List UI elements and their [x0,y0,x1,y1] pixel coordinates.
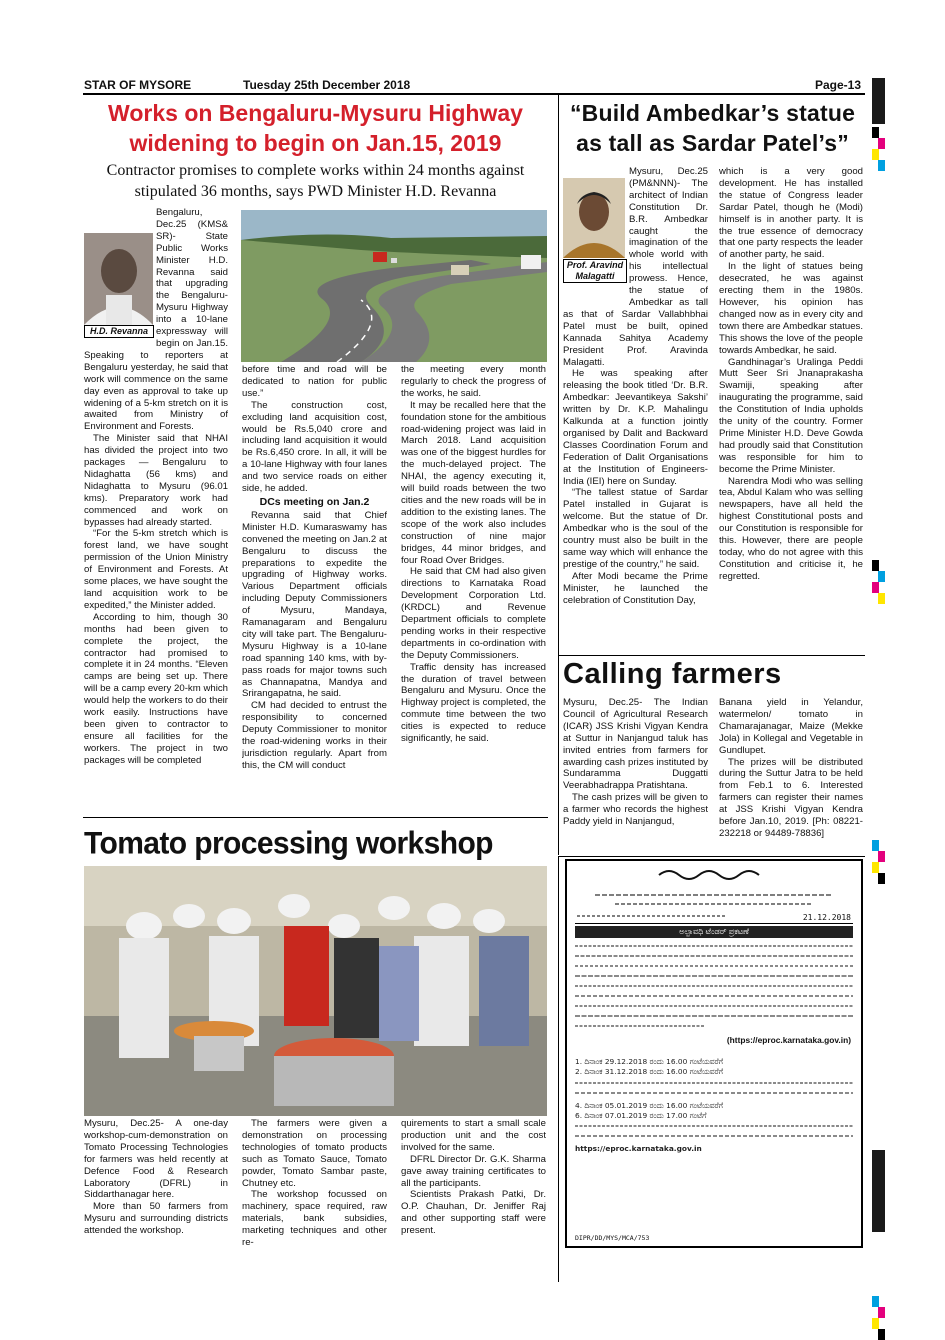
color-swatch [878,1307,885,1318]
revanna-caption: H.D. Revanna [84,325,154,338]
ad-end-scribble [575,1121,853,1141]
section-rule [83,817,548,818]
ad-deadlines [567,1057,861,1154]
ambedkar-para-3: “The tallest statue of Sardar Patel installed in Gujarat is welcome. But the statue of Dr. Ambedkar who is the soul of the country must also be built in the same way which will enhance the prestige of the country,” he said. [563,487,708,570]
color-swatch [878,160,885,171]
ambedkar-column-1 [563,166,708,656]
ambedkar-c2-para-3: Gandhinagar’s Uralinga Peddi Mutt Seer Sri Jnanaprakasha Swamiji, speaking after inaugurating the programme, said the Constitution of India upholds the unity of the country. Former Prime Minister H.D. Deve Gowda had proudly said that Constitution was responsible for him to become the Prime Minister. [719,356,863,475]
color-swatch [872,862,879,873]
ambedkar-para-1: Mysuru, Dec.25 (PM&NNN)- The architect of Indian Constitution Dr. B.R. Ambedkar caught the imagination of the whole world with his intellectual prowess. Hence, the statue of Ambedkar as tall as that of Sardar Vallabhbhai Patel must be built, opined Kannada Sahitya Academy President Prof. Aravinda Malagatti. [563,166,708,368]
caption-line1: Prof. Aravind [566,260,624,270]
ambedkar-c2-para-2: In the light of statues being desecrated, he was against erecting them in the 1980s. However, his opinion has changed now as in every city and town there are Ambedkar statues. This shows the love of the people towards Ambedkar, he said. [719,261,863,356]
ambedkar-para-4: After Modi became the Prime Minister, he launched the celebration of Constitution Day, [563,570,708,606]
farmers-column-1 [563,697,708,855]
ambedkar-headline-line1: “Build Ambedkar’s statue [569,100,856,126]
paper-name: STAR OF MYSORE [84,78,192,92]
ad-footer: DIPR/DD/MYS/MCA/753 [575,1234,650,1242]
color-swatch [878,593,885,604]
section-rule-right [559,655,865,656]
section-rule-right-2 [559,856,865,857]
highway-column-3 [401,364,546,820]
float-spacer [84,207,156,341]
highway-subhead-line2: stipulated 36 months, says PWD Minister H.D. Revanna [134,183,497,200]
color-swatch [878,873,885,884]
highway-para-2: The Minister said that NHAI has divided the project into two packages — Bengaluru to Nidaghatta (56 kms) and Nidaghatta to Mysuru (96.01 kms). Preparatory work had commenced and work on bypasses had already started. [84,433,228,528]
ambedkar-c2-para-4: Narendra Modi who was selling tea, Abdul Kalam who was selling newspapers, have all held the highest Constitutional posts and our Constitution is responsible for this. However, there are people today, who do not agree with this Constitution and criticise it, he regretted. [719,475,863,582]
ad-masthead-blur [607,865,821,887]
tomato-c3-para-1: quirements to start a small scale production unit and the cost involved for the same. [401,1118,546,1153]
vertical-divider [558,95,559,855]
farmers-para-2: The cash prizes will be given to a farmer who records the highest Paddy yield in Nanjangud, [563,792,708,828]
tomato-para-2: More than 50 farmers from Mysuru and surrounding districts attended the workshop. [84,1201,228,1237]
tomato-column-3 [401,1118,546,1237]
highway-para-3: “For the 5-km stretch which is forest land, we have sought permission of the Union Ministry of Environment and Forests. At some places, we have sought the land acquisition work to be expedited,” the Minister added. [84,528,228,611]
ad-link: (https://eproc.karnataka.gov.in) [726,1035,851,1045]
highway-headline [83,98,548,158]
highway-c2-para-1: before time and road will be dedicated to nation for public use.” [242,364,387,399]
highway-road-icon [241,210,547,362]
tomato-c3-para-2: DFRL Director Dr. G.K. Sharma gave away training certificates to all the participants. [401,1153,546,1189]
ad-deadline-4: 6. ದಿನಾಂಕ 07.01.2019 ರಂದು 17.00 ಗಂಟೆಗೆ [575,1111,707,1121]
highway-c3-para-2: It may be recalled here that the foundation stone for the ambitious road-widening project was laid in March 2018. Land acquisition was one of the biggest hurdles for the much-delayed project. The NHAI, the agency executing it, will build roads between the two cities and the new roads will be in addition to the existing lanes. The scope of the work also includes construction of nine major bridges, 44 minor bridges, and four Road Over Bridges. [401,399,546,566]
color-swatch [878,1329,885,1340]
highway-para-1: Bengaluru, Dec.25 (KMS& SR)- State Public Works Minister H.D. Revanna said that upgrading the Bengaluru-Mysuru Highway into a 10-lane expressway will begin on Jan.15. Speaking to reporters at Bengaluru yesterday, he said that work will commence on the same day even as approval to take up widening of a 5-km stretch on it is awaited from Ministry of Environment and Forests. [84,207,228,433]
color-swatch [872,582,879,593]
tomato-photo [84,866,547,1116]
ad-body-lines [567,940,861,1039]
ambedkar-headline-line2: as tall as Sardar Patel’s” [576,130,849,156]
highway-c3-para-4: Traffic density has increased the duration of travel between Bengaluru and Mysuru. Once the Highway project is completed, the commute time between the two cities is expected to reduce significantly, he said. [401,661,546,745]
tomato-column-1 [84,1118,228,1237]
float-spacer [563,178,629,300]
color-swatch [872,560,879,571]
highway-c2-para-2: The construction cost, excluding land acquisition cost, would be Rs.5,040 crore and including land acquisition it would be Rs.6,450 crore. In all, it will be a 10-lane Highway with four lanes and two service roads on either side, he added. [242,399,387,495]
highway-headline-line2: widening to begin on Jan.15, 2019 [129,130,502,156]
highway-c3-para-1: the meeting every month regularly to check the progress of the works, he said. [401,364,546,399]
ad-heading-scribble [654,865,774,881]
tomato-headline: Tomato processing workshop [84,826,493,861]
color-swatch [872,127,879,138]
margin-bar [872,78,885,124]
farmers-c2-para-1: Banana yield in Yelandur, watermelon/ tomato in Chamarajanagar, Maize (Mekke Jola) in Kollegal and Vegetable in Gundlupet. [719,697,863,756]
ambedkar-para-2: He was speaking after releasing the book titled ‘Dr. B.R. Ambedkar: Jeevantikeya Sakshi’ written by Dr. K.P. Mahalingu Kalkunda at a function jointly organised by Dalit and Backward Classes Coordination Forum and Federation of Dalit Organisations at the Institution of Engineers-India (IEI) here on Sunday. [563,368,708,487]
masthead-rule [83,93,865,95]
highway-subhead [83,160,548,202]
ad-mid-scribble [575,1078,853,1098]
color-swatch [872,149,879,160]
page-number: Page-13 [815,78,862,92]
highway-c2-para-3: Revanna said that Chief Minister H.D. Kumaraswamy has convened the meeting on Jan.2 at Bengaluru to discuss the preparations to expedite the upgrading of Highway works. Various Department officials including Deputy Commissioners of Mysuru, Mandaya, Ramanagaram and Bengaluru city will take part. The Bengaluru-Mysuru Highway is a 10-lane road spanning 140 kms, with by-pass roads for major towns such as Channapatna, Mandya and Srirangapatna, he said. [242,509,387,700]
tomato-c3-para-3: Scientists Prakash Patki, Dr. O.P. Chauhan, Dr. Jeniffer Raj and other supporting staff were present. [401,1189,546,1237]
ambedkar-c2-para-1: which is a very good development. He has installed the statue of Congress leader Sardar Patel, though he (Modi) himself is in another party. It is the true essence of democracy that one party respects the leader of another party, he said. [719,166,863,261]
farmers-headline: Calling farmers [563,658,782,690]
ad-title: ಅಲ್ಪಾವಧಿ ಟೆಂಡರ್ ಪ್ರಕಟಣೆ [575,926,853,938]
highway-column-2 [242,364,387,820]
farmers-c2-para-2: The prizes will be distributed during the Suttur Jatra to be held from Feb.1 to 6. Interested farmers can register their names at JSS Krishi Vigyan Kendra before Jan.10, 2019. [Ph: 08221-232218 or 94489-78836] [719,756,863,839]
farmers-column-2 [719,697,863,855]
color-swatch [872,840,879,851]
margin-bar-bottom [872,1150,885,1232]
workshop-scene-icon [84,866,547,1116]
highway-column-1 [84,207,228,819]
ad-link-2: https://eproc.karnataka.gov.in [575,1144,702,1154]
vertical-divider-lower [558,856,559,1282]
highway-c3-para-3: He said that CM had also given directions to Karnataka Road Development Corporation Ltd. (KRDCL) and Revenue Department officials to complete pending works in their respective departments in co-ordination with the Deputy Commissioners. [401,566,546,661]
highway-headline-line1: Works on Bengaluru-Mysuru Highway [108,100,523,126]
ad-date: 21.12.2018 [802,913,851,922]
color-swatch [872,1318,879,1329]
highway-photo [241,210,547,362]
tender-advertisement [565,859,863,1248]
highway-para-4: According to him, though 30 months had been given to complete the project, the contractor had promised to complete it in 24 months. “Eleven camps are being set up. There will be a camp every 20-km which would help the workers to do their work easily. Instructions have been given to contractor to ensure all facilities for the workers. The project in two packages will be completed [84,611,228,766]
highway-subhead-line1: Contractor promises to complete works within 24 months against [106,162,525,179]
highway-c2-para-4: CM had decided to entrust the responsibility to concerned Deputy Commissioner to monitor the road-widening works in their jurisdiction regularly. Apart from this, the CM will conduct [242,700,387,771]
ad-deadline-2: 2. ದಿನಾಂಕ 31.12.2018 ರಂದು 16.00 ಗಂಟೆಯವರೆಗೆ [575,1067,724,1077]
tomato-para-1: Mysuru, Dec.25- A one-day workshop-cum-demonstration on Tomato Processing Technologies for farmers was held recently at Defence Food & Research Laboratory (DFRL) in Siddarthanagar here. [84,1118,228,1201]
tomato-c2-para-2: The workshop focussed on machinery, space required, raw materials, bank subsidies, marketing techniques and other re- [242,1189,387,1249]
farmers-para-1: Mysuru, Dec.25- The Indian Council of Agricultural Research (ICAR) JSS Krishi Vigyan Kendra at Suttur in Nanjangud taluk has invited entries from farmers for awarding cash prizes instituted by Sundaramma Duggatti Veerabhadrappa Pratishtana. [563,697,708,792]
tomato-column-2 [242,1118,387,1249]
ad-deadline-1: 1. ದಿನಾಂಕ 29.12.2018 ರಂದು 16.00 ಗಂಟೆಯವರೆಗೆ [575,1057,724,1067]
ad-body-scribble [575,940,853,1036]
caption-line2: Malagatti [575,271,615,281]
color-swatch [878,851,885,862]
color-swatch [872,1296,879,1307]
tomato-c2-para-1: The farmers were given a demonstration on processing technologies of tomato products such as Tomato Sauce, Tomato powder, Tomato Sambar paste, Chutney etc. [242,1118,387,1189]
ambedkar-headline [560,98,865,158]
issue-date: Tuesday 25th December 2018 [243,78,411,92]
color-swatch [878,571,885,582]
ambedkar-column-2 [719,166,863,656]
dcs-meeting-subhead: DCs meeting on Jan.2 [259,495,370,508]
color-swatch [878,138,885,149]
ad-deadline-3: 4. ದಿನಾಂಕ 05.01.2019 ರಂದು 16.00 ಗಂಟೆಯವರೆಗೆ [575,1100,724,1110]
